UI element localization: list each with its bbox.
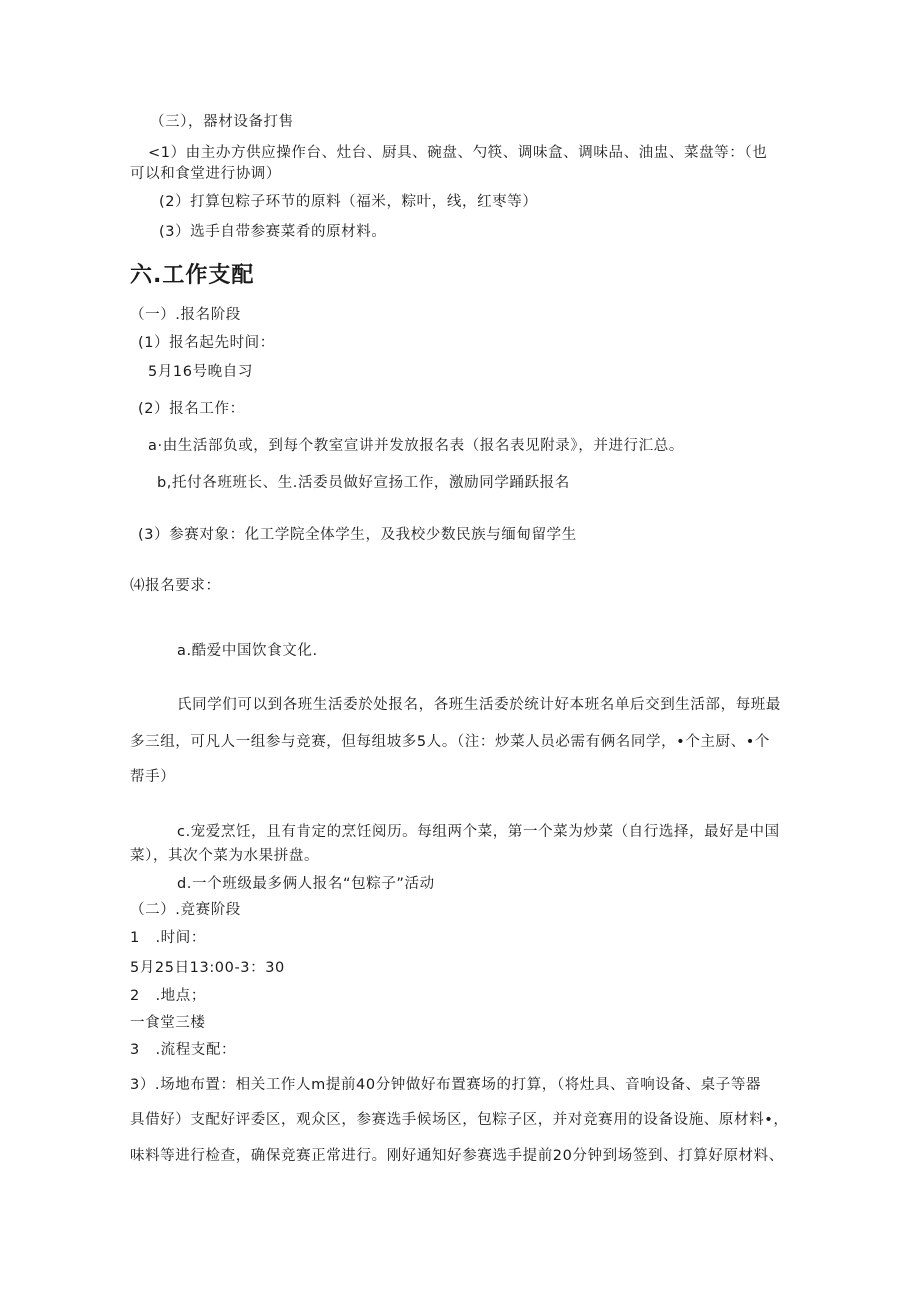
registration-requirements-label: ⑷报名要求： [130, 578, 221, 594]
equipment-item-1-line-2: 可以和食堂进行协调） [130, 166, 281, 182]
competition-place-label: 2 .地点； [130, 988, 206, 1004]
equipment-item-3: (3）选手自带参赛菜肴的原材料。 [159, 224, 387, 240]
section-equipment-title: （三），器材设备打售 [150, 114, 294, 130]
competition-flow-line-1: 3）.场地布置：相关工作人m提前40分钟做好布置赛场的打算，（将灶具、音响设备、桌子等器 [130, 1077, 762, 1093]
registration-req-d: d.一个班级最多俩人报名“包粽子”活动 [177, 876, 435, 892]
registration-req-b-line-1: 氏同学们可以到各班生活委於处报名，各班生活委於统计好本班名单后交到生活部，每班最 [177, 697, 781, 713]
registration-work-b: b,托付各班班长、生.活委员做好宣扬工作，激励同学踊跃报名 [157, 475, 570, 491]
equipment-item-1-line-1: <1）由主办方供应操作台、灶台、厨具、碗盘、勺筷、调味盒、调味品、油盅、菜盘等：（也 [148, 145, 768, 161]
registration-work-a: a·由生活部负或，到每个教室宣讲并发放报名表（报名表见附录》，并进行汇总。 [148, 438, 684, 454]
registration-time-label: (1）报名起先时间： [138, 335, 275, 351]
section-heading-work-arrangement: 六.工作支配 [130, 263, 255, 288]
competition-flow-label: 3 .流程支配： [130, 1042, 237, 1058]
registration-title: （一）.报名阶段 [130, 307, 241, 323]
registration-req-c-line-2: 菜），其次个菜为水果拼盘。 [130, 848, 320, 864]
registration-participants: (3）参赛对象：化工学院全体学生，及我校少数民族与缅甸留学生 [138, 527, 577, 543]
registration-req-a: a.酷爱中国饮食文化. [177, 643, 318, 659]
competition-title: （二）.竞赛阶段 [130, 902, 241, 918]
competition-flow-line-3: 味料等进行检查，确保竞赛正常进行。刚好通知好参赛选手提前20分钟到场签到、打算好原材料、 [130, 1148, 784, 1164]
registration-req-c-line-1: c.宠爱烹饪，且有肯定的烹饪阅历。每组两个菜，第一个菜为炒菜（自行选择，最好是中国 [177, 824, 780, 840]
registration-req-b-line-3: 帮手） [130, 769, 176, 785]
registration-req-b-line-2: 多三组，可凡人一组参与竞赛，但每组坡多5人。（注：炒菜人员必需有俩名同学，•个主厨、•个 [130, 734, 770, 750]
competition-place-value: 一食堂三楼 [130, 1015, 206, 1031]
equipment-item-2: (2）打算包粽子环节的原料（福米，粽叶，线，红枣等） [159, 194, 538, 210]
registration-work-label: (2）报名工作： [138, 401, 245, 417]
competition-time-value: 5月25日13:00-3：30 [130, 960, 285, 976]
competition-flow-line-2: 具借好）支配好评委区，观众区，参赛选手候场区，包粽子区，并对竞赛用的设备设施、原材料•， [130, 1112, 789, 1128]
registration-time-value: 5月16号晚自习 [148, 364, 253, 380]
competition-time-label: 1 .时间： [130, 930, 206, 946]
